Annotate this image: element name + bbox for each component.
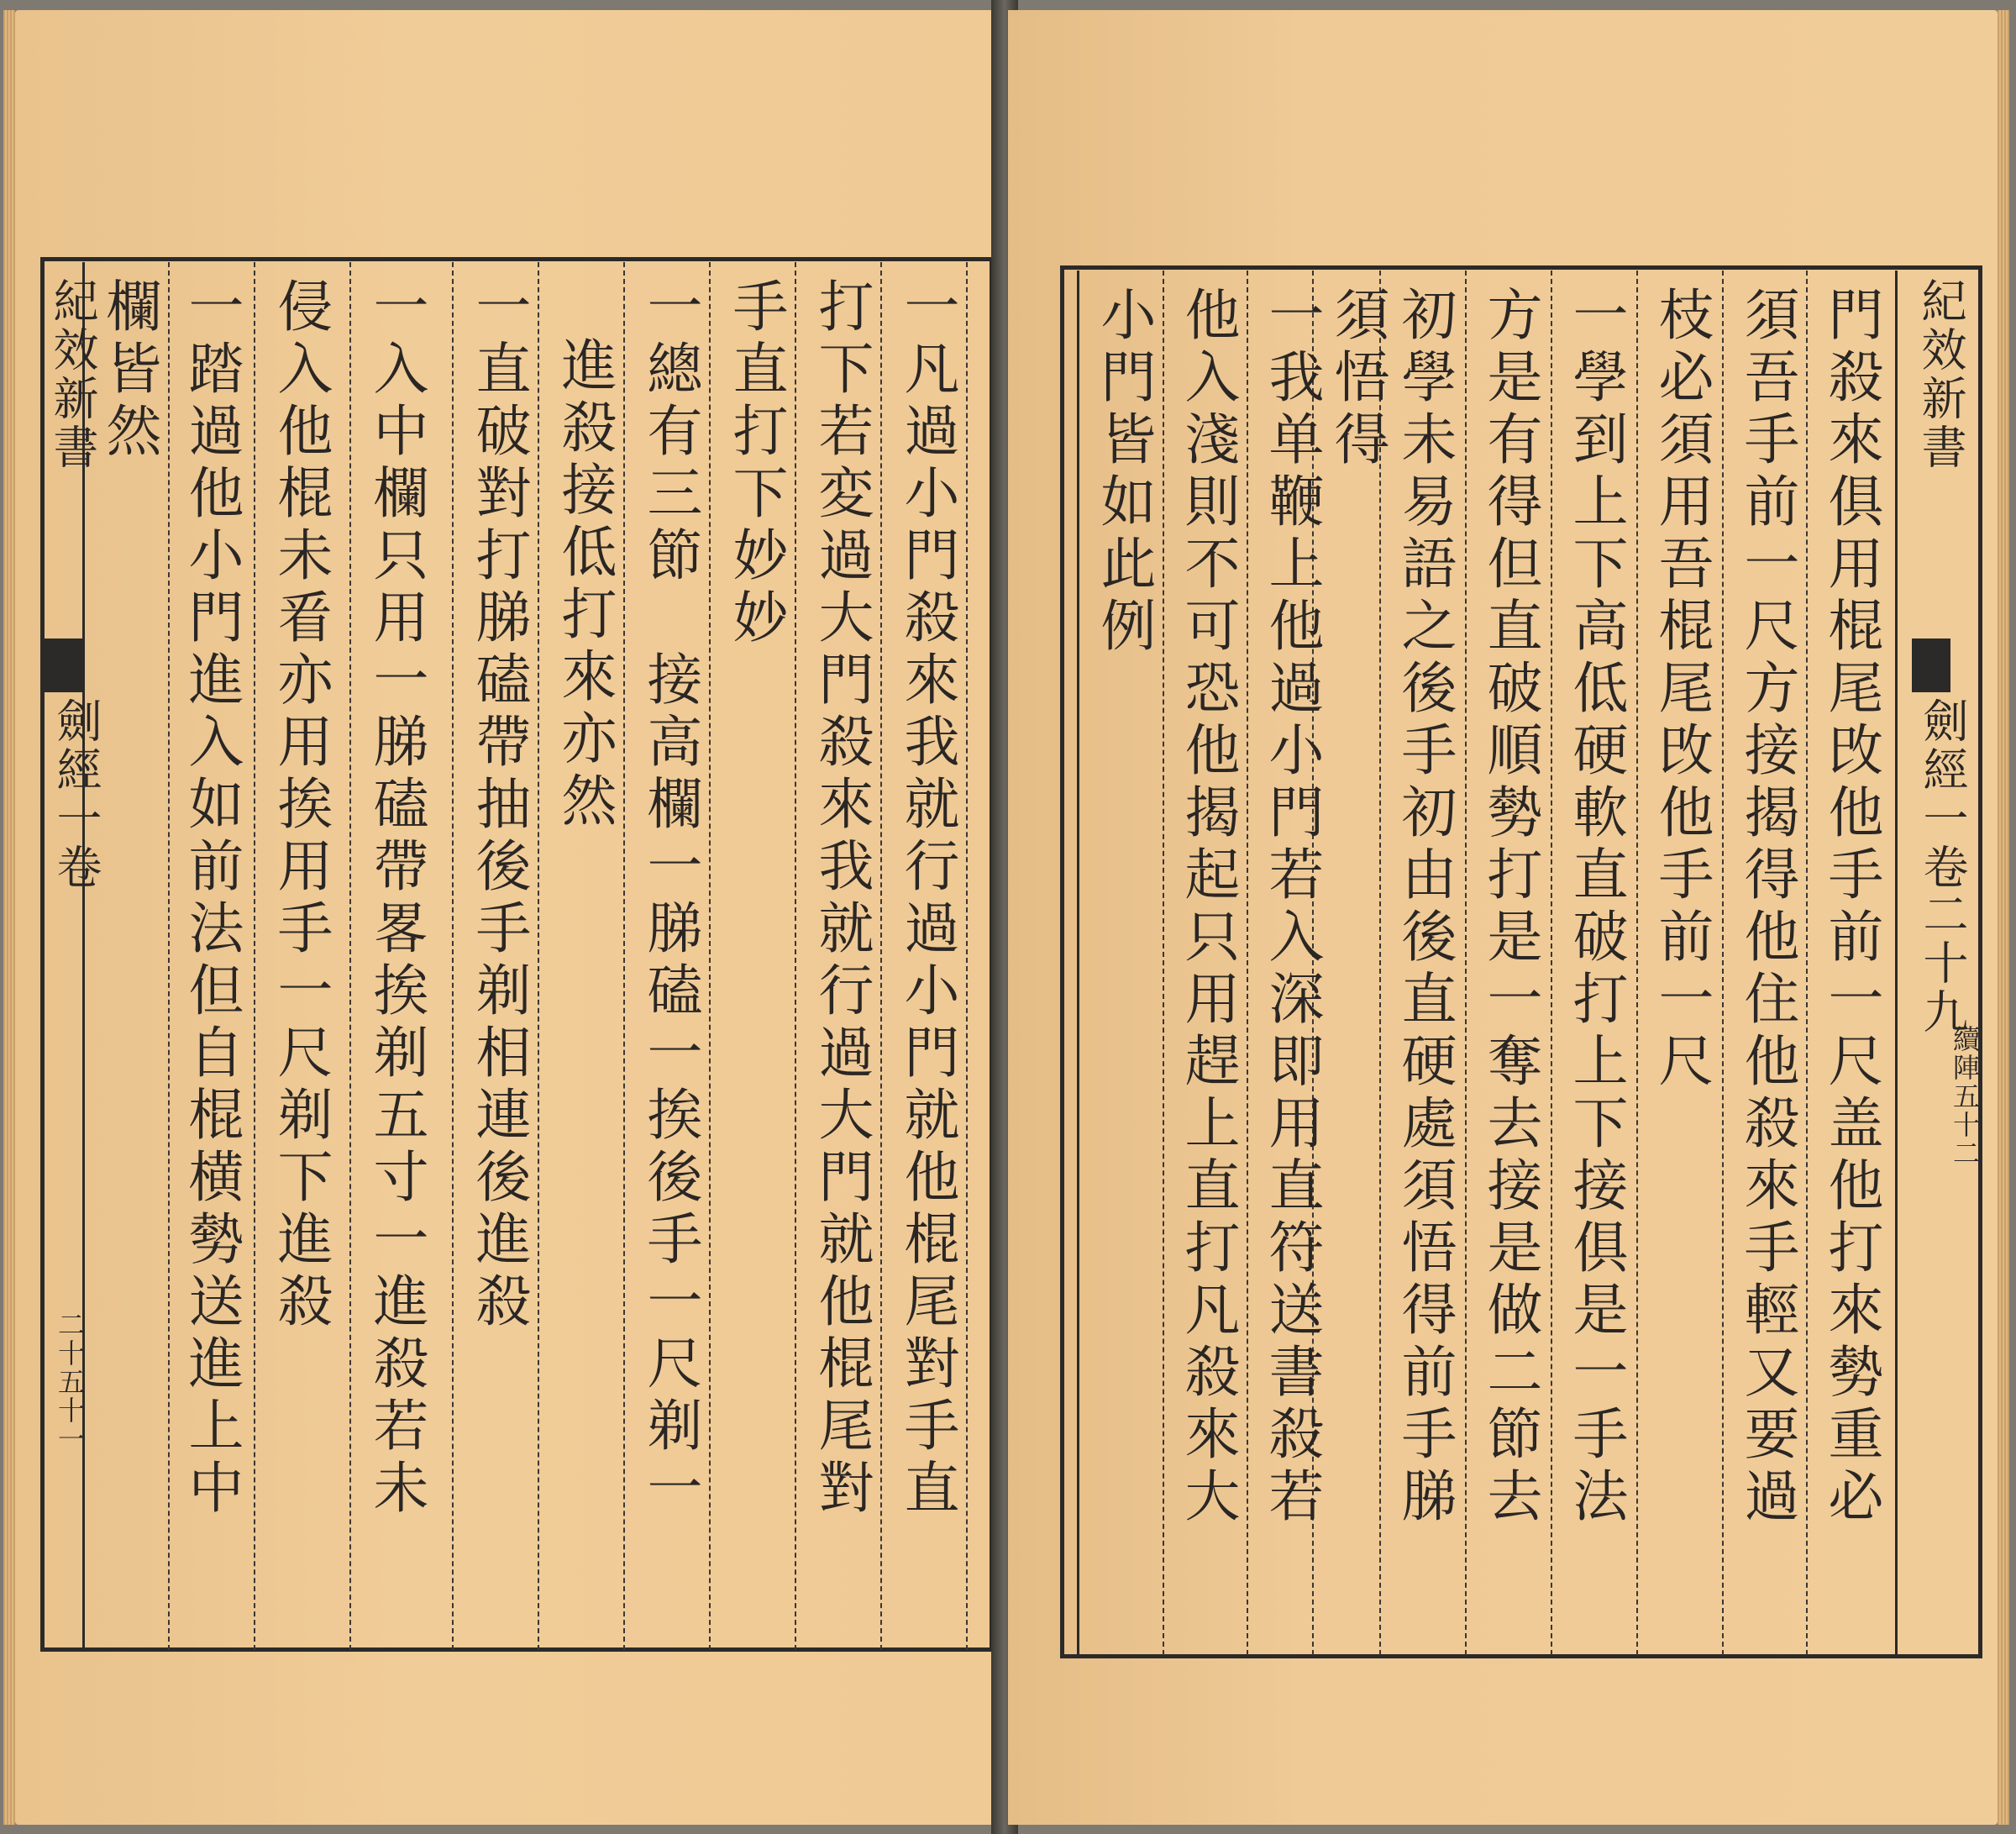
right-fold-page: 二十九: [1916, 891, 1969, 1037]
right-col-3: 枝必須用吾棍尾攺他手前一尺: [1649, 286, 1714, 1094]
left-fold-page: 二十五十一: [54, 1311, 86, 1453]
left-col-4: 一總有三節 接高欄一䏲磕一挨後手一尺剃一: [638, 277, 702, 1521]
right-rule: [1379, 271, 1381, 1655]
left-col-5: 進殺接低打來亦然: [552, 336, 617, 833]
left-rule: [795, 262, 796, 1650]
left-fold-fishtail: [44, 638, 82, 692]
left-col-7: 一入中欄只用一䏲磕帶畧挨剃五寸一進殺若未: [364, 277, 428, 1521]
right-fold-chapter: 劍經一卷: [1916, 697, 1969, 892]
right-rule: [1806, 271, 1808, 1655]
right-rule: [1722, 271, 1724, 1655]
page-edge-left: [3, 10, 15, 1825]
left-rule: [254, 262, 255, 1650]
left-rule: [880, 262, 882, 1650]
page-edge-right: [1998, 10, 2009, 1825]
left-fold-chapter: 劍經一卷: [50, 697, 102, 892]
right-col-9: 他入淺則不可恐他揭起只用趕上直打凡殺來大: [1175, 286, 1240, 1529]
left-col-8: 侵入他棍未㸔亦用挨用手一尺剃下進殺: [268, 277, 333, 1334]
right-col-2: 須吾手前一尺方接揭得他住他殺來手輕又要過: [1735, 286, 1799, 1529]
right-col-5: 方是有得但直破順勢打是一奪去接是做二節去: [1478, 286, 1542, 1529]
left-col-2: 打下若変過大門殺來我就行過大門就他棍尾對: [809, 277, 874, 1521]
left-col-3: 手直打下妙妙: [723, 277, 788, 650]
right-fold-note: 續陣五十二: [1949, 1025, 1981, 1168]
left-rule: [452, 262, 454, 1650]
left-col-10: 欄皆然: [97, 277, 161, 464]
right-rule: [1636, 271, 1638, 1655]
left-rule: [538, 262, 539, 1650]
left-col-9: 一踏過他小門進入如前法但自棍横勢送進上中: [179, 277, 244, 1521]
right-col-1: 門殺來俱用棍尾攺他手前一尺盖他打來勢重必: [1819, 286, 1883, 1529]
left-fold-title: 紀效新書: [46, 277, 99, 472]
left-rule: [623, 262, 625, 1650]
right-fold-fishtail: [1912, 638, 1950, 692]
left-col-1: 一凡過小門殺來我就行過小門就他棍尾對手直: [895, 277, 959, 1521]
left-rule: [966, 262, 968, 1650]
right-col-7: 須悟得: [1325, 286, 1389, 472]
left-rule: [349, 262, 351, 1650]
right-rule: [1163, 271, 1164, 1655]
right-inner-rule: [1077, 271, 1079, 1655]
left-rule: [168, 262, 170, 1650]
right-fold-title: 紀效新書: [1914, 277, 1967, 472]
right-rule: [1551, 271, 1552, 1655]
right-fold-rule: [1895, 271, 1898, 1655]
right-col-4: 一學到上下高低硬軟直破打上下接俱是一手法: [1563, 286, 1628, 1529]
right-col-6: 初學未易語之後手初由後直硬處須悟得前手䏲: [1392, 286, 1457, 1529]
right-rule: [1465, 271, 1467, 1655]
right-col-8: 一我单鞭上他過小門若入深即用直符送書殺若: [1259, 286, 1324, 1529]
right-col-10: 小門皆如此例: [1091, 286, 1156, 659]
right-rule: [1247, 271, 1248, 1655]
left-rule: [709, 262, 711, 1650]
left-col-6: 一直破對打䏲磕帶抽後手剃相連後進殺: [466, 277, 531, 1334]
